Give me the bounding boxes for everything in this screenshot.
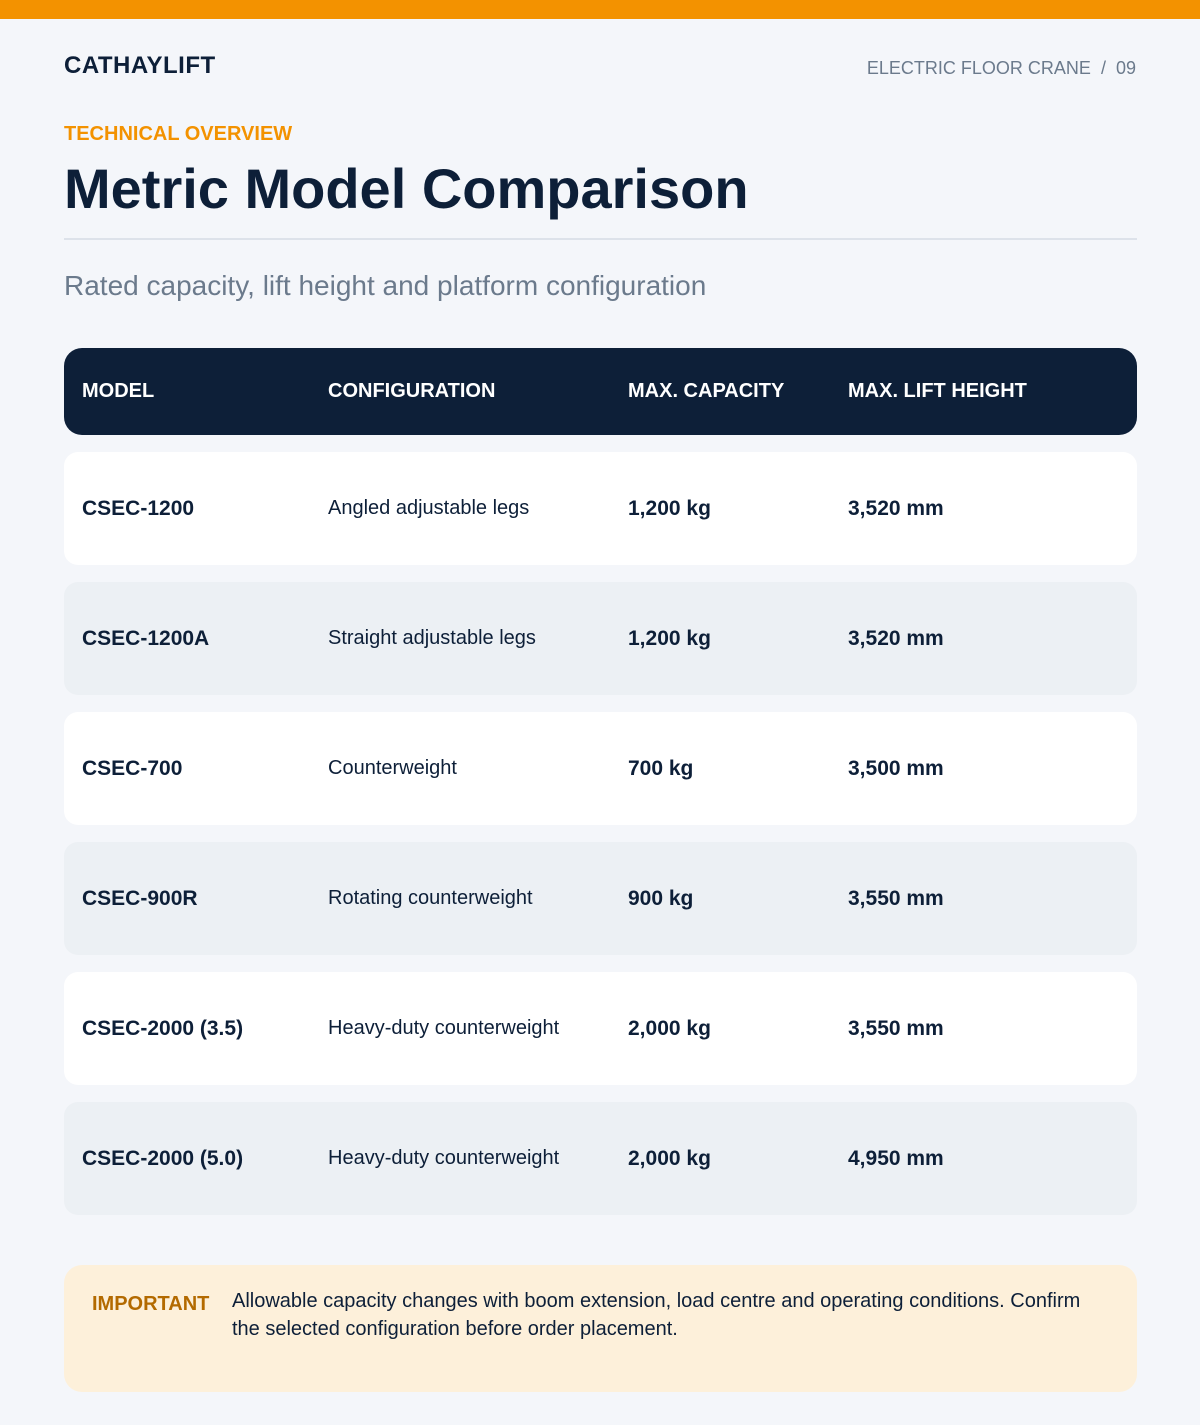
configuration-cell: Heavy-duty counterweight (328, 1147, 560, 1169)
lift-height-cell: 3,550 mm (848, 1016, 944, 1040)
eyebrow-label: TECHNICAL OVERVIEW (64, 123, 293, 145)
model-cell: CSEC-1200A (82, 626, 210, 650)
table-row (64, 712, 1137, 825)
document-reference (867, 58, 1136, 79)
model-cell: CSEC-2000 (5.0) (82, 1146, 244, 1170)
capacity-cell: 700 kg (628, 756, 694, 780)
table-row (64, 582, 1137, 695)
page-subtitle: Rated capacity, lift height and platform configuration (64, 270, 707, 301)
note-label: IMPORTANT (92, 1293, 210, 1315)
separator: / (1100, 58, 1106, 78)
lift-height-cell: 3,500 mm (848, 756, 944, 780)
capacity-cell: 1,200 kg (628, 626, 711, 650)
configuration-cell: Counterweight (328, 757, 457, 779)
model-cell: CSEC-700 (82, 756, 183, 780)
model-cell: CSEC-1200 (82, 496, 195, 520)
accent-top-bar (0, 0, 1200, 19)
lift-height-cell: 3,520 mm (848, 626, 944, 650)
page-title: Metric Model Comparison (64, 157, 749, 220)
section-name: ELECTRIC FLOOR CRANE (866, 58, 1091, 78)
lift-height-cell: 3,550 mm (848, 886, 944, 910)
capacity-cell: 2,000 kg (628, 1146, 711, 1170)
column-header-model: MODEL (82, 380, 155, 402)
column-header-configuration: CONFIGURATION (328, 380, 496, 402)
page-number: 09 (1115, 58, 1136, 78)
capacity-cell: 900 kg (628, 886, 694, 910)
model-cell: CSEC-2000 (3.5) (82, 1016, 244, 1040)
table-header (64, 348, 1137, 435)
brand-logo-text: CATHAYLIFT (64, 52, 216, 79)
title-divider (64, 238, 1137, 240)
capacity-cell: 1,200 kg (628, 496, 711, 520)
configuration-cell: Straight adjustable legs (328, 627, 536, 649)
table-row (64, 452, 1137, 565)
configuration-cell: Heavy-duty counterweight (328, 1017, 560, 1039)
configuration-cell: Rotating counterweight (328, 887, 533, 909)
capacity-cell: 2,000 kg (628, 1016, 711, 1040)
table-row (64, 842, 1137, 955)
model-cell: CSEC-900R (82, 886, 198, 910)
configuration-cell: Angled adjustable legs (328, 497, 530, 519)
column-header-lift-height: MAX. LIFT HEIGHT (848, 380, 1027, 402)
lift-height-cell: 4,950 mm (848, 1146, 944, 1170)
important-note-callout (64, 1265, 1137, 1392)
table-row (64, 972, 1137, 1085)
model-comparison-table (64, 348, 1137, 1215)
table-row (64, 1102, 1137, 1215)
note-text: Allowable capacity changes with boom extension, load centre and operating conditions. Confirm the selected configuration before order placement. (232, 1290, 1081, 1340)
column-header-capacity: MAX. CAPACITY (628, 380, 785, 402)
lift-height-cell: 3,520 mm (848, 496, 944, 520)
